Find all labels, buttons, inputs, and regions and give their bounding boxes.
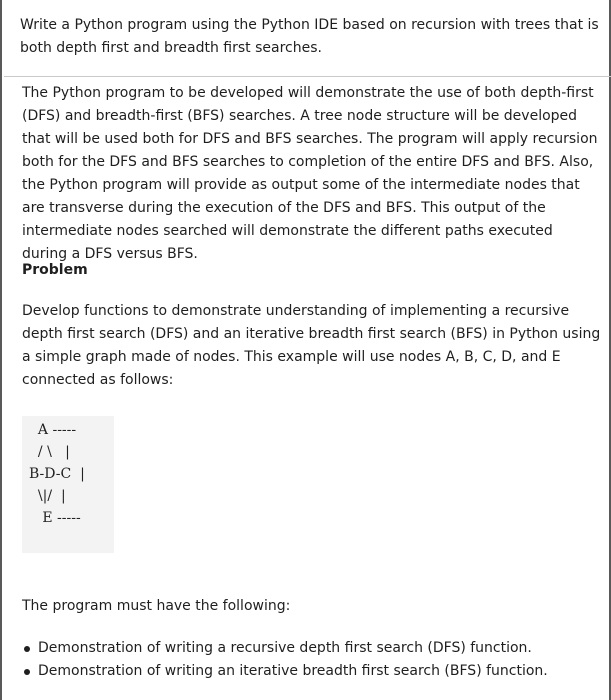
intro-block [4,0,611,77]
graph-ascii-diagram: A ----- / \ | B-D-C | \|/ | E ----- [29,422,85,526]
requirements-list [4,637,604,683]
problem-heading: Problem [22,262,88,278]
intro-text: Write a Python program using the Python IDE based on recursion with trees that is both depth first and breadth first searches. [20,17,599,56]
list-item [4,637,604,660]
main-content [4,77,611,700]
list-item-text: Demonstration of writing an iterative breadth first search (BFS) function. [38,663,548,679]
description-paragraph: The Python program to be developed will demonstrate the use of both depth-first (DFS) and breadth-first (BFS) searches. A tree node structure will be developed that will be used both for DFS and BFS searches. The program will apply recursion both for the DFS and BFS searches to completion of the entire DFS and BFS. Also, the Python program will provide as output some of the intermediate nodes that are transverse during the execution of the DFS and BFS. This output of the intermediate nodes searched will demonstrate the different paths executed during a DFS versus BFS. [22,85,598,262]
list-item-text: Demonstration of writing a recursive depth first search (DFS) function. [38,640,532,656]
bullet-icon [24,669,30,675]
list-item [4,660,604,683]
problem-paragraph: Develop functions to demonstrate understanding of implementing a recursive depth first search (DFS) and an iterative breadth first search (BFS) in Python using a simple graph made of nodes. This example will use nodes A, B, C, D, and E connected as follows: [22,303,601,388]
requirements-intro: The program must have the following: [22,598,291,614]
bullet-icon [24,646,30,652]
graph-figure [22,416,114,553]
